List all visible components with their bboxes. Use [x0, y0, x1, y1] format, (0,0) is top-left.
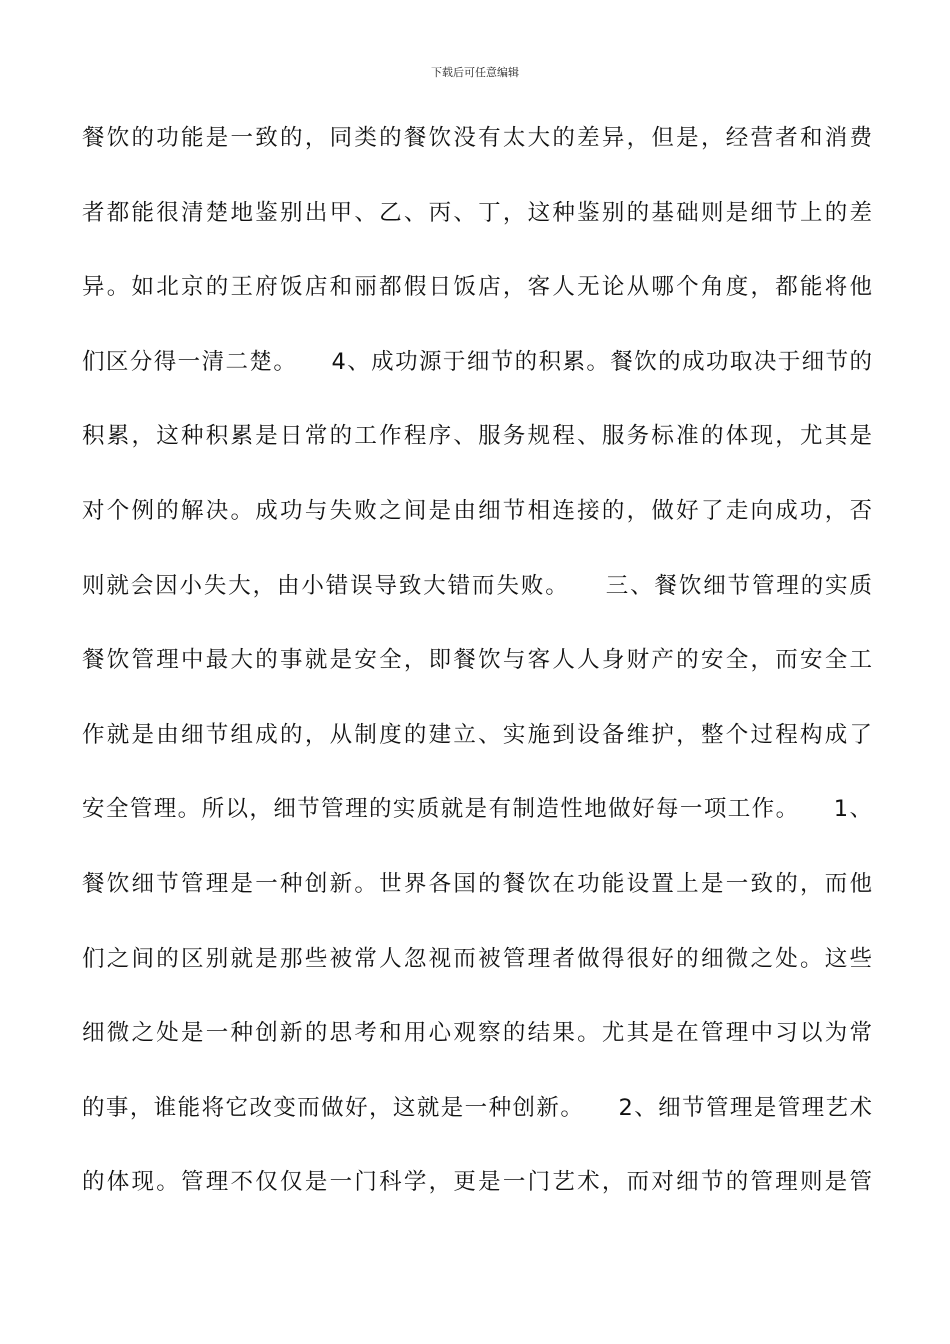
text-line: 细微之处是一种创新的思考和用心观察的结果。尤其是在管理中习以为常: [82, 1020, 872, 1047]
text-line: 餐饮的功能是一致的，同类的餐饮没有太大的差异，但是，经营者和消费: [82, 125, 872, 151]
text-line: 的体现。管理不仅仅是一门科学，更是一门艺术，而对细节的管理则是管: [82, 1169, 872, 1196]
text-line: 作就是由细节组成的，从制度的建立、实施到设备维护，整个过程构成了: [82, 721, 872, 748]
text-line: 者都能很清楚地鉴别出甲、乙、丙、丁，这种鉴别的基础则是细节上的差: [82, 199, 872, 226]
header-note: 下载后可任意编辑: [431, 66, 519, 79]
text-line: 们区分得一清二楚。 4、成功源于细节的积累。餐饮的成功取决于细节的: [82, 348, 872, 375]
text-line: 安全管理。所以，细节管理的实质就是有制造性地做好每一项工作。 1、: [82, 796, 872, 823]
text-line: 积累，这种积累是日常的工作程序、服务规程、服务标准的体现，尤其是: [82, 423, 872, 450]
text-line: 对个例的解决。成功与失败之间是由细节相连接的，做好了走向成功，否: [82, 497, 872, 524]
text-line: 餐饮管理中最大的事就是安全，即餐饮与客人人身财产的安全，而安全工: [82, 647, 872, 674]
text-line: 的事，谁能将它改变而做好，这就是一种创新。 2、细节管理是管理艺术: [82, 1094, 872, 1121]
text-line: 则就会因小失大，由小错误导致大错而失败。 三、餐饮细节管理的实质: [82, 572, 872, 599]
text-line: 异。如北京的王府饭店和丽都假日饭店，客人无论从哪个角度，都能将他: [82, 274, 872, 301]
document-body: [82, 116, 872, 1235]
text-line: 餐饮细节管理是一种创新。世界各国的餐饮在功能设置上是一致的，而他: [82, 870, 872, 897]
text-line: 们之间的区别就是那些被常人忽视而被管理者做得很好的细微之处。这些: [82, 945, 872, 972]
